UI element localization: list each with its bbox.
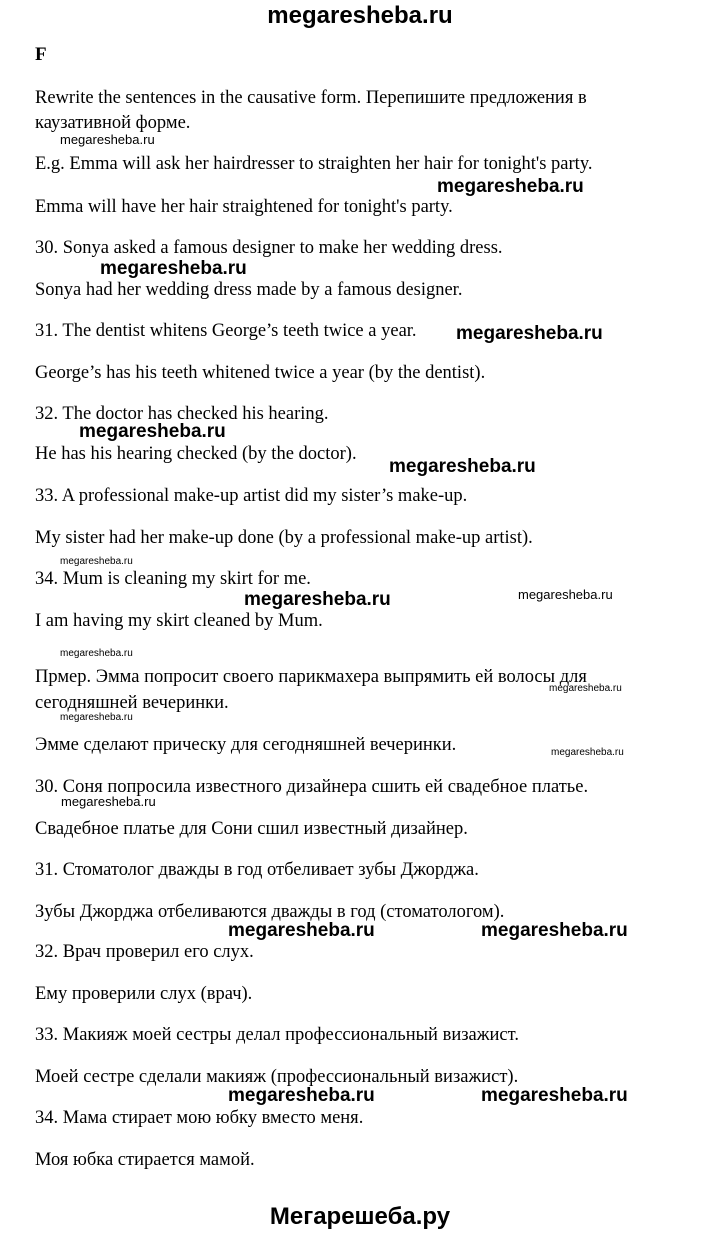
watermark: megaresheba.ru bbox=[481, 920, 628, 941]
watermark: megaresheba.ru bbox=[100, 258, 247, 279]
watermark: megaresheba.ru bbox=[60, 712, 133, 723]
example-sentence: E.g. Emma will ask her hairdresser to straighten her hair for tonight's party. bbox=[35, 154, 593, 174]
watermark: megaresheba.ru bbox=[79, 421, 226, 442]
ru-sentence-33: 33. Макияж моей сестры делал профессиональный визажист. bbox=[35, 1025, 519, 1045]
ru-answer-30: Свадебное платье для Сони сшил известный дизайнер. bbox=[35, 819, 468, 839]
answer-34: I am having my skirt cleaned by Mum. bbox=[35, 611, 323, 631]
watermark: megaresheba.ru bbox=[60, 556, 133, 567]
ru-example-line-1: Прмер. Эмма попросит своего парикмахера выпрямить ей волосы для bbox=[35, 667, 587, 687]
example-answer: Emma will have her hair straightened for tonight's party. bbox=[35, 197, 453, 217]
watermark: megaresheba.ru bbox=[228, 1085, 375, 1106]
watermark: megaresheba.ru bbox=[549, 683, 622, 694]
answer-32: He has his hearing checked (by the doctor). bbox=[35, 444, 357, 464]
watermark: megaresheba.ru bbox=[244, 589, 391, 610]
watermark: megaresheba.ru bbox=[228, 920, 375, 941]
site-header: megaresheba.ru bbox=[267, 2, 453, 29]
sentence-31: 31. The dentist whitens George’s teeth twice a year. bbox=[35, 321, 417, 341]
ru-sentence-30: 30. Соня попросила известного дизайнера сшить ей свадебное платье. bbox=[35, 777, 589, 797]
answer-30: Sonya had her wedding dress made by a famous designer. bbox=[35, 280, 463, 300]
watermark: megaresheba.ru bbox=[518, 587, 613, 602]
ru-sentence-32: 32. Врач проверил его слух. bbox=[35, 942, 254, 962]
watermark: megaresheba.ru bbox=[481, 1085, 628, 1106]
sentence-30: 30. Sonya asked a famous designer to make her wedding dress. bbox=[35, 238, 503, 258]
watermark: megaresheba.ru bbox=[61, 794, 156, 809]
watermark: megaresheba.ru bbox=[551, 747, 624, 758]
watermark: megaresheba.ru bbox=[437, 176, 584, 197]
ru-answer-34: Моя юбка стирается мамой. bbox=[35, 1150, 255, 1170]
sentence-32: 32. The doctor has checked his hearing. bbox=[35, 404, 329, 424]
site-footer: Мегарешеба.ру bbox=[269, 1203, 451, 1230]
answer-33: My sister had her make-up done (by a professional make-up artist). bbox=[35, 528, 533, 548]
ru-example-answer: Эмме сделают прическу для сегодняшней вечеринки. bbox=[35, 735, 457, 755]
watermark: megaresheba.ru bbox=[60, 132, 155, 147]
watermark: megaresheba.ru bbox=[60, 648, 133, 659]
ru-example-line-2: сегодняшней вечеринки. bbox=[35, 693, 229, 713]
ru-sentence-31: 31. Стоматолог дважды в год отбеливает зубы Джорджа. bbox=[35, 860, 479, 880]
answer-31: George’s has his teeth whitened twice a year (by the dentist). bbox=[35, 363, 486, 383]
ru-answer-33: Моей сестре сделали макияж (профессиональный визажист). bbox=[35, 1067, 519, 1087]
ru-answer-31: Зубы Джорджа отбеливаются дважды в год (стоматологом). bbox=[35, 902, 505, 922]
ru-answer-32: Ему проверили слух (врач). bbox=[35, 984, 253, 1004]
watermark: megaresheba.ru bbox=[456, 323, 603, 344]
sentence-34: 34. Mum is cleaning my skirt for me. bbox=[35, 569, 311, 589]
task-instruction-line-1: Rewrite the sentences in the causative form. Перепишите предложения в bbox=[35, 88, 587, 108]
ru-sentence-34: 34. Мама стирает мою юбку вместо меня. bbox=[35, 1108, 364, 1128]
task-instruction-line-2: каузативной форме. bbox=[35, 113, 191, 133]
watermark: megaresheba.ru bbox=[389, 456, 536, 477]
sentence-33: 33. A professional make-up artist did my sister’s make-up. bbox=[35, 486, 468, 506]
section-letter: F bbox=[35, 44, 47, 65]
